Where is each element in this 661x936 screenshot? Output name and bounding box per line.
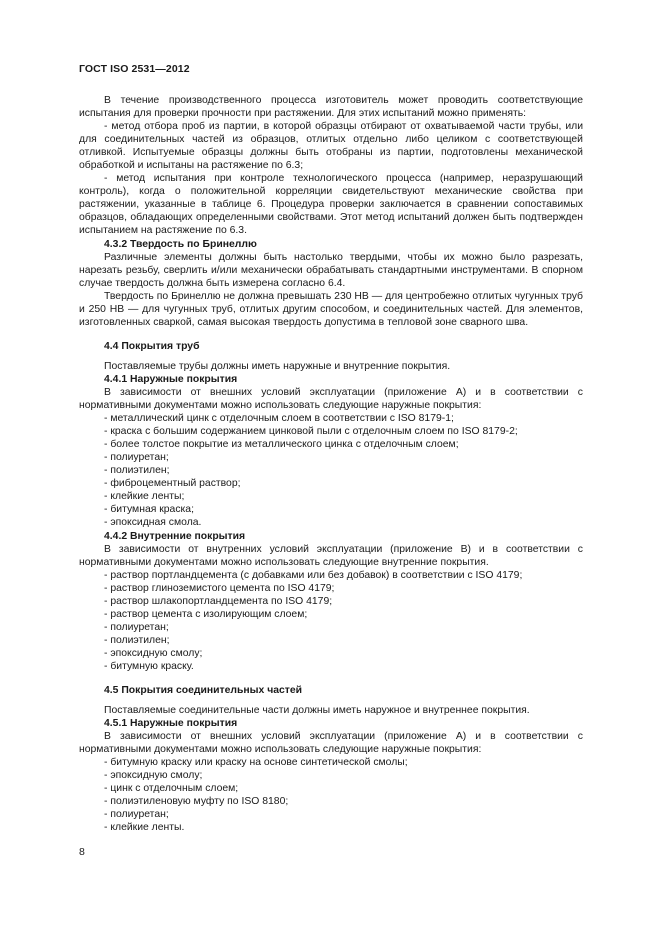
list-item: - более толстое покрытие из металлического цинка с отделочным слоем;: [104, 439, 459, 451]
list-outer-coatings-fittings: [79, 756, 583, 834]
paragraph: В течение производственного процесса изготовитель может проводить соответствующие испытания для проверки прочности при растяжении. Для этих испытаний можно применять:: [79, 95, 583, 120]
page-number: 8: [79, 846, 85, 858]
list-item: - метод испытания при контроле технологического процесса (например, неразрушающий контроль), когда о положительной корреляции свидетельствуют механические свойства при растяжении, указанные в таблице 6. Процедура проверки заключается в сравнении сопоставимых образцов, обладающих определенными свойствами. Этот метод испытаний должен быть подтвержден испытанием на растяжение по 6.3.: [79, 173, 583, 237]
list-outer-coatings-pipes: [79, 412, 583, 529]
list-item: - битумная краска;: [104, 504, 194, 516]
list-item: - раствор портландцемента (с добавками или без добавок) в соответствии с ISO 4179;: [104, 569, 523, 581]
section-heading-4-4-1: 4.4.1 Наружные покрытия: [104, 373, 238, 385]
paragraph: В зависимости от внешних условий эксплуатации (приложение А) и в соответствии с нормативными документами можно использовать следующие наружные покрытия:: [79, 731, 583, 756]
paragraph: Различные элементы должны быть настолько твердыми, чтобы их можно было разрезать, нарезать резьбу, сверлить и/или механически обрабатывать стандартными инструментами. В спорном случае твердость должна быть измерена согласно 6.4.: [79, 251, 583, 289]
list-item: - краска с большим содержанием цинковой пыли с отделочным слоем по ISO 8179-2;: [104, 426, 518, 438]
list-item: - полиэтилен;: [104, 634, 170, 646]
list-item: - метод отбора проб из партии, в которой образцы отбирают от охватываемой части трубы, или для соединительных частей из образцов, отлитых отдельно либо целиком с соответствующей отливкой. Испытуемые образцы должны быть отобраны из партии, подготовлены механической обработкой и испытаны на растяжение по 6.3;: [79, 121, 583, 172]
list-item: - полиэтиленовую муфту по ISO 8180;: [104, 796, 289, 808]
list-item: - клейкие ленты.: [104, 822, 185, 834]
list-item: - раствор шлакопортландцемента по ISO 4179;: [104, 595, 333, 607]
section-heading-4-4: 4.4 Покрытия труб: [104, 340, 200, 352]
paragraph: В зависимости от внутренних условий эксплуатации (приложение В) и в соответствии с нормативными документами можно использовать следующие внутренние покрытия.: [79, 543, 583, 568]
list-item: - эпоксидную смолу;: [104, 770, 203, 782]
list-item: - полиуретан;: [104, 809, 169, 821]
list-inner-coatings-pipes: [79, 569, 583, 673]
section-heading-4-3-2: 4.3.2 Твердость по Бринеллю: [104, 238, 257, 250]
section-heading-4-4-2: 4.4.2 Внутренние покрытия: [104, 530, 246, 542]
list-item: - раствор цемента с изолирующим слоем;: [104, 608, 308, 620]
list-item: - битумную краску или краску на основе синтетической смолы;: [104, 757, 408, 769]
list-item: - раствор глиноземистого цемента по ISO 4179;: [104, 582, 335, 594]
paragraph: Поставляемые соединительные части должны иметь наружное и внутреннее покрытия.: [104, 705, 530, 717]
paragraph: Поставляемые трубы должны иметь наружные и внутренние покрытия.: [104, 360, 451, 372]
document-body: [79, 94, 583, 835]
list-item: - полиэтилен;: [104, 465, 170, 477]
list-item: - эпоксидная смола.: [104, 517, 202, 529]
list-item: - эпоксидную смолу;: [104, 647, 203, 659]
list-item: - цинк с отделочным слоем;: [104, 783, 239, 795]
section-heading-4-5-1: 4.5.1 Наружные покрытия: [104, 718, 238, 730]
list-item: - битумную краску.: [104, 660, 194, 672]
list-item: - клейкие ленты;: [104, 491, 185, 503]
document-header: ГОСТ ISO 2531—2012: [79, 63, 190, 75]
paragraph: В зависимости от внешних условий эксплуатации (приложение А) и в соответствии с нормативными документами можно использовать следующие наружные покрытия:: [79, 386, 583, 412]
list-item: - полиуретан;: [104, 452, 169, 464]
section-heading-4-5: 4.5 Покрытия соединительных частей: [104, 685, 303, 697]
list-item: - металлический цинк с отделочным слоем в соответствии с ISO 8179-1;: [104, 413, 454, 425]
paragraph: Твердость по Бринеллю не должна превышать 230 HB — для центробежно отлитых чугунных труб и 250 HB — для чугунных труб, отлитых другим способом, и соединительных частей. Для элементов, изготовленных сваркой, самая высокая твердость допустима в тепловой зоне сварного шва.: [79, 290, 583, 328]
list-item: - полиуретан;: [104, 621, 169, 633]
list-item: - фиброцементный раствор;: [104, 478, 241, 490]
